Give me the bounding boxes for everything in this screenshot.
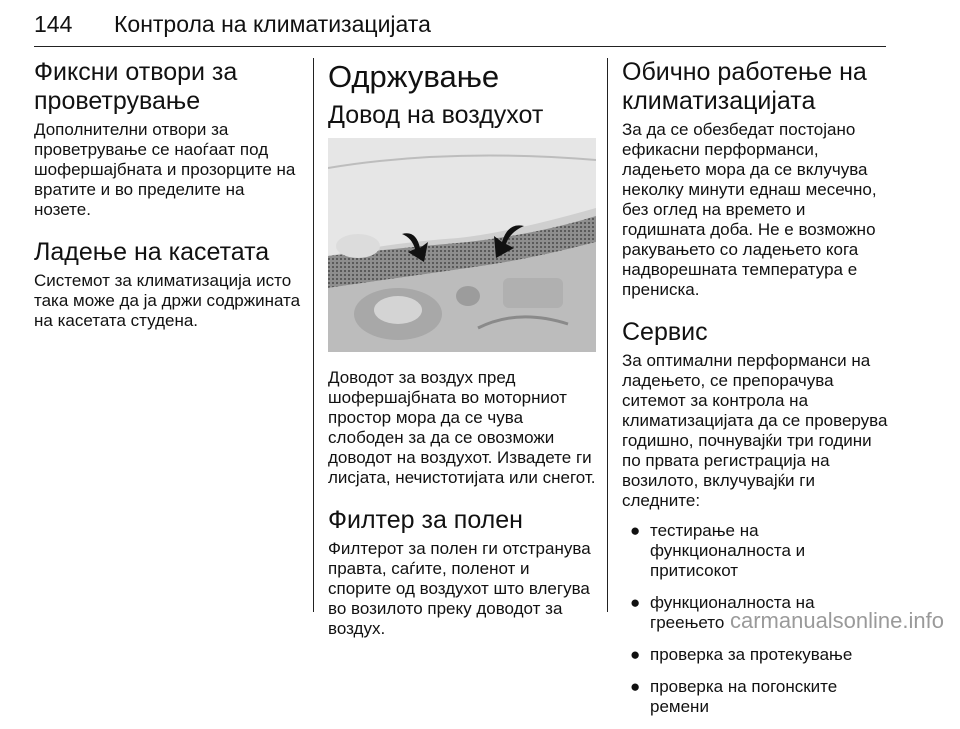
list-item-text: проверка за протекување bbox=[650, 645, 853, 664]
list-item-text: функционалноста на греењето bbox=[650, 593, 815, 632]
column-divider bbox=[313, 58, 314, 612]
section-paragraph: Системот за климатизација исто така може да ја држи содржината на касетата студена. bbox=[34, 271, 301, 330]
list-item-text: проверка на погонските ремени bbox=[650, 677, 838, 716]
list-item-text: тестирање на функционалноста и притисокот bbox=[650, 521, 806, 580]
running-title: Контрола на климатизацијата bbox=[114, 11, 431, 37]
list-item bbox=[622, 521, 890, 581]
bullet-icon: ● bbox=[630, 521, 641, 540]
section-heading: Ладење на касетата bbox=[34, 238, 270, 266]
section-paragraph: За оптимални перформанси на ладењето, се препорачува ситемот за контрола на климатизацијата да се проверува годишно, почнувајќи три години по првата регистрација на возилото, вклучувајќи ги следните: bbox=[622, 351, 888, 510]
figure-caption: Доводот за воздух пред шофершајбната во моторниот простор мора да се чува слободен за да се овозможи доводот на воздухот. Извадете ги лисјата, нечистотијата или снегот. bbox=[328, 368, 596, 487]
list-item bbox=[622, 677, 890, 717]
page-header bbox=[34, 0, 886, 48]
bullet-icon: ● bbox=[630, 645, 641, 664]
column-middle bbox=[328, 58, 596, 639]
section-heading: Довод на воздухот bbox=[328, 101, 544, 129]
bullet-icon: ● bbox=[630, 593, 641, 612]
section-paragraph: За да се обезбедат постојано ефикасни перформанси, ладењето мора да се вклучува неколку минути еднаш месечно, без оглед на времето и годишната доба. Не е возможно ракувањето со ладењето кога надворешната температура е прениска. bbox=[622, 120, 877, 299]
section-heading: Обично работење на климатизацијата bbox=[622, 58, 867, 115]
section-paragraph: Филтерот за полен ги отстранува правта, саѓите, поленот и спорите од воздухот што влегува во возилото преку доводот за воздух. bbox=[328, 539, 591, 638]
chapter-title: Одржување bbox=[328, 59, 500, 94]
list-item bbox=[622, 645, 890, 665]
header-divider bbox=[34, 46, 886, 47]
engine-bay-illustration bbox=[328, 138, 596, 352]
section-paragraph: Дополнителни отвори за проветрување се наоѓаат под шофершајбната и прозорците на вратите и во пределите на нозете. bbox=[34, 120, 296, 219]
watermark: carmanualsonline.info bbox=[729, 608, 944, 633]
section-heading: Филтер за полен bbox=[328, 506, 523, 534]
section-heading: Сервис bbox=[622, 318, 708, 346]
section-heading: Фиксни отвори за проветрување bbox=[34, 58, 238, 115]
column-divider bbox=[607, 58, 608, 612]
column-left bbox=[34, 58, 306, 331]
page-number: 144 bbox=[34, 11, 73, 37]
bullet-icon: ● bbox=[630, 677, 641, 696]
